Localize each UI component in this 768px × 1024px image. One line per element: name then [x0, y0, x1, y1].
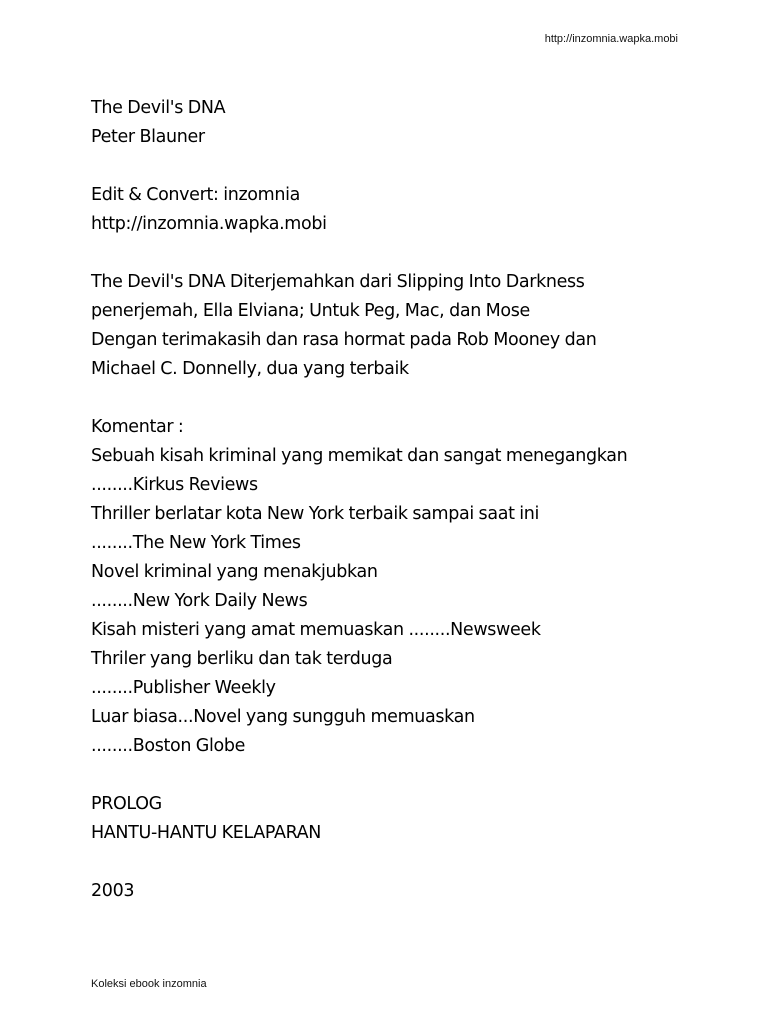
spacer — [91, 848, 711, 877]
spacer — [91, 239, 711, 268]
intro-line: Michael C. Donnelly, dua yang terbaik — [91, 359, 409, 379]
comment-line: Kisah misteri yang amat memuaskan ........Newsweek — [91, 620, 541, 640]
comment-line: ........New York Daily News — [91, 591, 308, 611]
intro-line: penerjemah, Ella Elviana; Untuk Peg, Mac, dan Mose — [91, 301, 530, 321]
comment-line: ........The New York Times — [91, 533, 301, 553]
comment-line: Thriler yang berliku dan tak terduga — [91, 649, 393, 669]
intro-line: The Devil's DNA Diterjemahkan dari Slipping Into Darkness — [91, 272, 585, 292]
spacer — [91, 761, 711, 790]
intro-line: Dengan terimakasih dan rasa hormat pada Rob Mooney dan — [91, 330, 597, 350]
header-url: http://inzomnia.wapka.mobi — [544, 33, 678, 45]
spacer — [91, 152, 711, 181]
comment-line: ........Publisher Weekly — [91, 678, 276, 698]
comment-line: Thriller berlatar kota New York terbaik sampai saat ini — [91, 504, 540, 524]
source-link: http://inzomnia.wapka.mobi — [91, 214, 327, 234]
document-body — [91, 94, 711, 906]
prolog-heading: PROLOG — [91, 794, 162, 814]
comment-line: ........Kirkus Reviews — [91, 475, 258, 495]
comment-line: Novel kriminal yang menakjubkan — [91, 562, 378, 582]
comment-line: ........Boston Globe — [91, 736, 246, 756]
edit-convert-line: Edit & Convert: inzomnia — [91, 185, 300, 205]
year-label: 2003 — [91, 881, 135, 901]
comment-line: Sebuah kisah kriminal yang memikat dan sangat menegangkan — [91, 446, 628, 466]
footer-text: Koleksi ebook inzomnia — [91, 978, 207, 990]
chapter-title: HANTU-HANTU KELAPARAN — [91, 823, 322, 843]
comment-line: Luar biasa...Novel yang sungguh memuaskan — [91, 707, 475, 727]
book-author: Peter Blauner — [91, 127, 205, 147]
book-title: The Devil's DNA — [91, 98, 226, 118]
comments-heading: Komentar : — [91, 417, 184, 437]
spacer — [91, 384, 711, 413]
